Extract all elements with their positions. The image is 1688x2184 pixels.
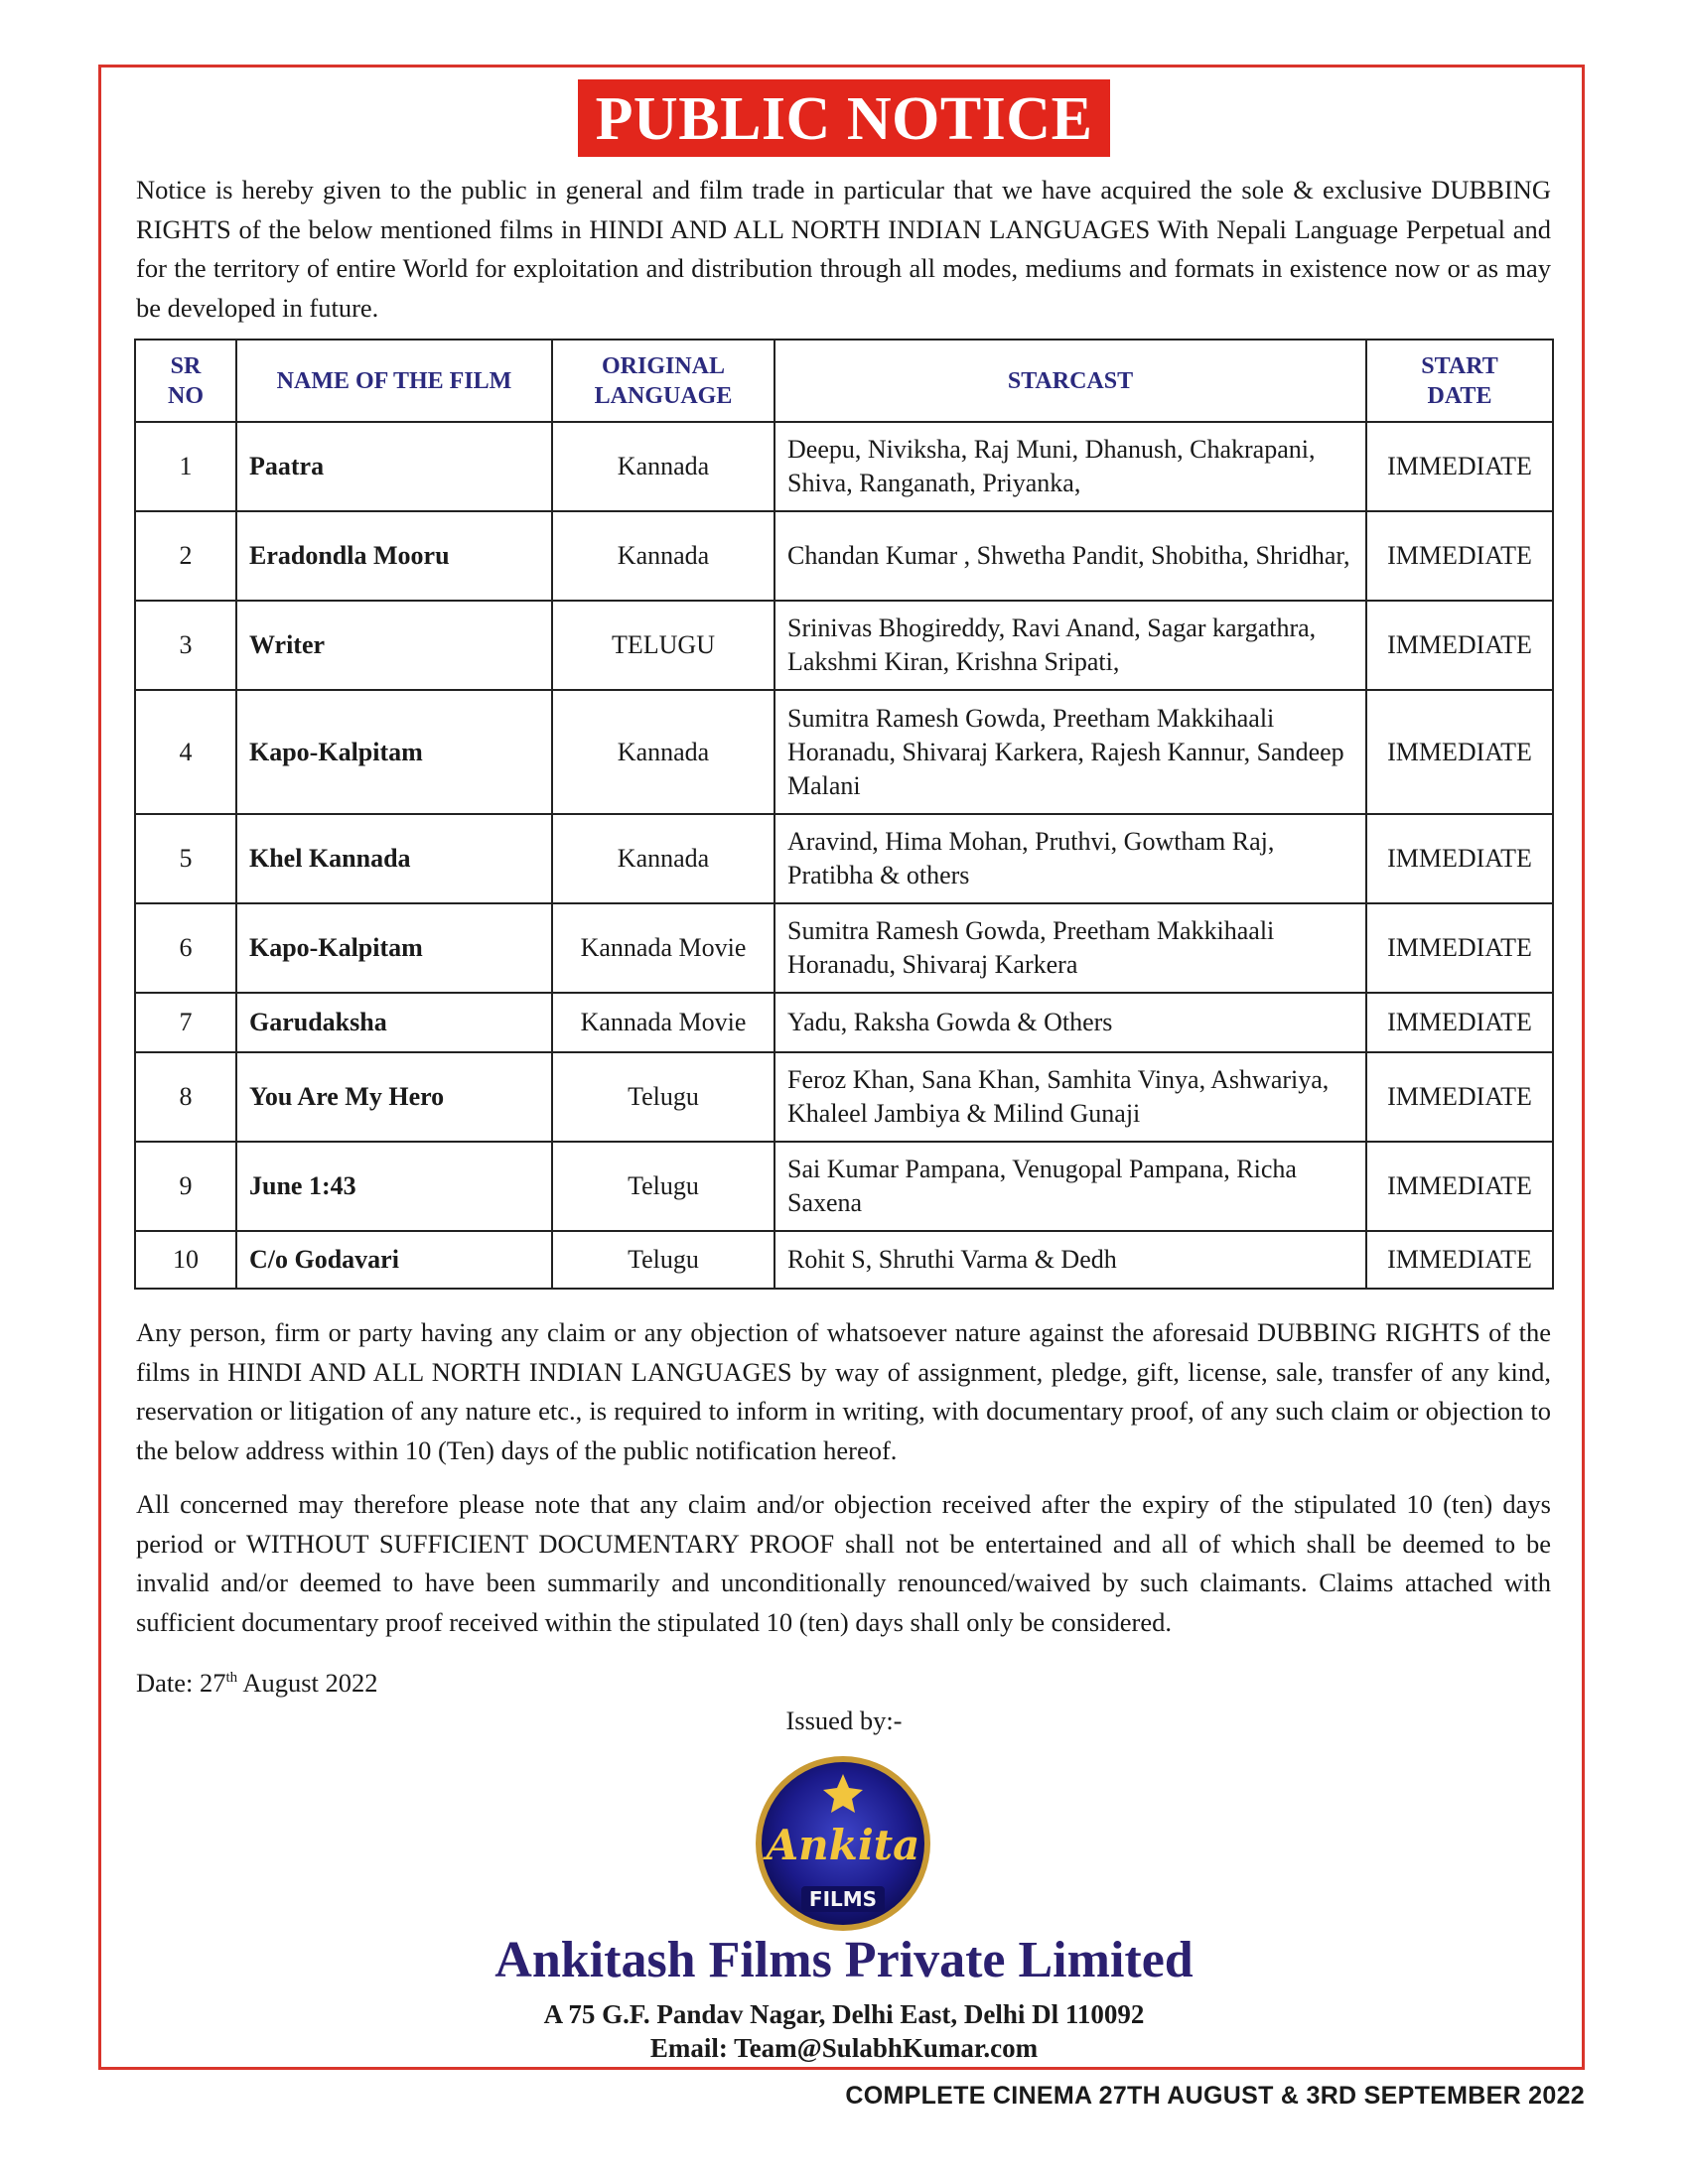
cell-starcast: Srinivas Bhogireddy, Ravi Anand, Sagar kargathra, Lakshmi Kiran, Krishna Sripati, — [774, 601, 1366, 690]
cell-starcast: Feroz Khan, Sana Khan, Samhita Vinya, Ashwariya, Khaleel Jambiya & Milind Gunaji — [774, 1052, 1366, 1142]
table-header-row — [135, 340, 1553, 422]
cell-language: TELUGU — [552, 601, 774, 690]
table-row — [135, 1231, 1553, 1289]
table-row — [135, 511, 1553, 601]
table-row — [135, 1052, 1553, 1142]
table-row — [135, 993, 1553, 1052]
publication-footer: COMPLETE CINEMA 27TH AUGUST & 3RD SEPTEMBER 2022 — [845, 2082, 1585, 2110]
notice-date: Date: 27th August 2022 — [136, 1668, 378, 1698]
cell-start-date: IMMEDIATE — [1366, 690, 1553, 814]
films-table — [134, 339, 1554, 1290]
cell-language: Kannada — [552, 422, 774, 511]
issued-by-label: Issued by:- — [785, 1706, 903, 1735]
cell-starcast: Deepu, Niviksha, Raj Muni, Dhanush, Chakrapani, Shiva, Ranganath, Priyanka, — [774, 422, 1366, 511]
header-language: ORIGINAL LANGUAGE — [552, 340, 774, 422]
header-start-date: START DATE — [1366, 340, 1553, 422]
cell-language: Kannada — [552, 814, 774, 903]
cell-start-date: IMMEDIATE — [1366, 422, 1553, 511]
cell-starcast: Aravind, Hima Mohan, Pruthvi, Gowtham Raj, Pratibha & others — [774, 814, 1366, 903]
company-email: Email: Team@SulabhKumar.com — [649, 2033, 1039, 2063]
cell-start-date: IMMEDIATE — [1366, 993, 1553, 1052]
cell-sr: 9 — [135, 1142, 236, 1231]
cell-starcast: Yadu, Raksha Gowda & Others — [774, 993, 1366, 1052]
table-row — [135, 814, 1553, 903]
cell-starcast: Chandan Kumar , Shwetha Pandit, Shobitha, Shridhar, — [774, 511, 1366, 601]
cell-start-date: IMMEDIATE — [1366, 903, 1553, 993]
table-row — [135, 903, 1553, 993]
cell-language: Telugu — [552, 1231, 774, 1289]
cell-starcast: Sumitra Ramesh Gowda, Preetham Makkihaali Horanadu, Shivaraj Karkera, Rajesh Kannur, Sandeep Malani — [774, 690, 1366, 814]
logo-sub: FILMS — [808, 1887, 878, 1911]
cell-start-date: IMMEDIATE — [1366, 1052, 1553, 1142]
logo-word: Ankita — [766, 1821, 920, 1869]
cell-start-date: IMMEDIATE — [1366, 601, 1553, 690]
cell-film-name: Writer — [236, 601, 552, 690]
cell-language: Kannada Movie — [552, 903, 774, 993]
cell-film-name: Garudaksha — [236, 993, 552, 1052]
table-row — [135, 422, 1553, 511]
intro-paragraph: Notice is hereby given to the public in general and film trade in particular that we have acquired the sole & exclusive DUBBING RIGHTS of the below mentioned films in HINDI AND ALL NORTH INDIAN LANGUAGES With Nepali Language Perpetual and for the territory of entire World for exploitation and distribution through all modes, mediums and formats in existence now or as may be developed in future. — [136, 175, 1551, 323]
cell-starcast: Rohit S, Shruthi Varma & Dedh — [774, 1231, 1366, 1289]
cell-language: Kannada — [552, 690, 774, 814]
cell-film-name: C/o Godavari — [236, 1231, 552, 1289]
concern-paragraph: All concerned may therefore please note that any claim and/or objection received after the expiry of the stipulated 10 (ten) days period or WITHOUT SUFFICIENT DOCUMENTARY PROOF shall not be entertained and all of which shall be deemed to be invalid and/or deemed to have been summarily and unconditionally renounced/waived by such claimants. Claims attached with sufficient documentary proof received within the stipulated 10 (ten) days shall only be considered. — [136, 1489, 1551, 1637]
cell-sr: 6 — [135, 903, 236, 993]
cell-language: Telugu — [552, 1142, 774, 1231]
cell-film-name: Eradondla Mooru — [236, 511, 552, 601]
cell-start-date: IMMEDIATE — [1366, 814, 1553, 903]
cell-sr: 3 — [135, 601, 236, 690]
cell-sr: 2 — [135, 511, 236, 601]
company-address: A 75 G.F. Pandav Nagar, Delhi East, Delhi Dl 110092 — [543, 1999, 1145, 2029]
header-name: NAME OF THE FILM — [236, 340, 552, 422]
header-sr: SR NO — [135, 340, 236, 422]
cell-film-name: You Are My Hero — [236, 1052, 552, 1142]
company-name: Ankitash Films Private Limited — [494, 1932, 1194, 1988]
header-starcast: STARCAST — [774, 340, 1366, 422]
cell-language: Kannada — [552, 511, 774, 601]
cell-start-date: IMMEDIATE — [1366, 1231, 1553, 1289]
cell-language: Kannada Movie — [552, 993, 774, 1052]
cell-film-name: Paatra — [236, 422, 552, 511]
cell-sr: 1 — [135, 422, 236, 511]
cell-sr: 7 — [135, 993, 236, 1052]
cell-starcast: Sumitra Ramesh Gowda, Preetham Makkihaali Horanadu, Shivaraj Karkera — [774, 903, 1366, 993]
cell-sr: 8 — [135, 1052, 236, 1142]
cell-language: Telugu — [552, 1052, 774, 1142]
cell-film-name: Kapo-Kalpitam — [236, 903, 552, 993]
table-row — [135, 690, 1553, 814]
cell-start-date: IMMEDIATE — [1366, 511, 1553, 601]
notice-title: PUBLIC NOTICE — [578, 79, 1111, 157]
table-row — [135, 601, 1553, 690]
cell-starcast: Sai Kumar Pampana, Venugopal Pampana, Richa Saxena — [774, 1142, 1366, 1231]
cell-sr: 10 — [135, 1231, 236, 1289]
ankita-films-logo — [752, 1752, 934, 1935]
cell-film-name: Kapo-Kalpitam — [236, 690, 552, 814]
cell-sr: 4 — [135, 690, 236, 814]
cell-sr: 5 — [135, 814, 236, 903]
table-row — [135, 1142, 1553, 1231]
claims-paragraph: Any person, firm or party having any claim or any objection of whatsoever nature against the aforesaid DUBBING RIGHTS of the films in HINDI AND ALL NORTH INDIAN LANGUAGES by way of assignment, pledge, gift, license, sale, transfer of any kind, reservation or litigation of any nature etc., is required to inform in writing, with documentary proof, of any such claim or objection to the below address within 10 (Ten) days of the public notification hereof. — [136, 1317, 1551, 1465]
cell-film-name: June 1:43 — [236, 1142, 552, 1231]
cell-start-date: IMMEDIATE — [1366, 1142, 1553, 1231]
cell-film-name: Khel Kannada — [236, 814, 552, 903]
title-wrap — [0, 79, 1688, 157]
